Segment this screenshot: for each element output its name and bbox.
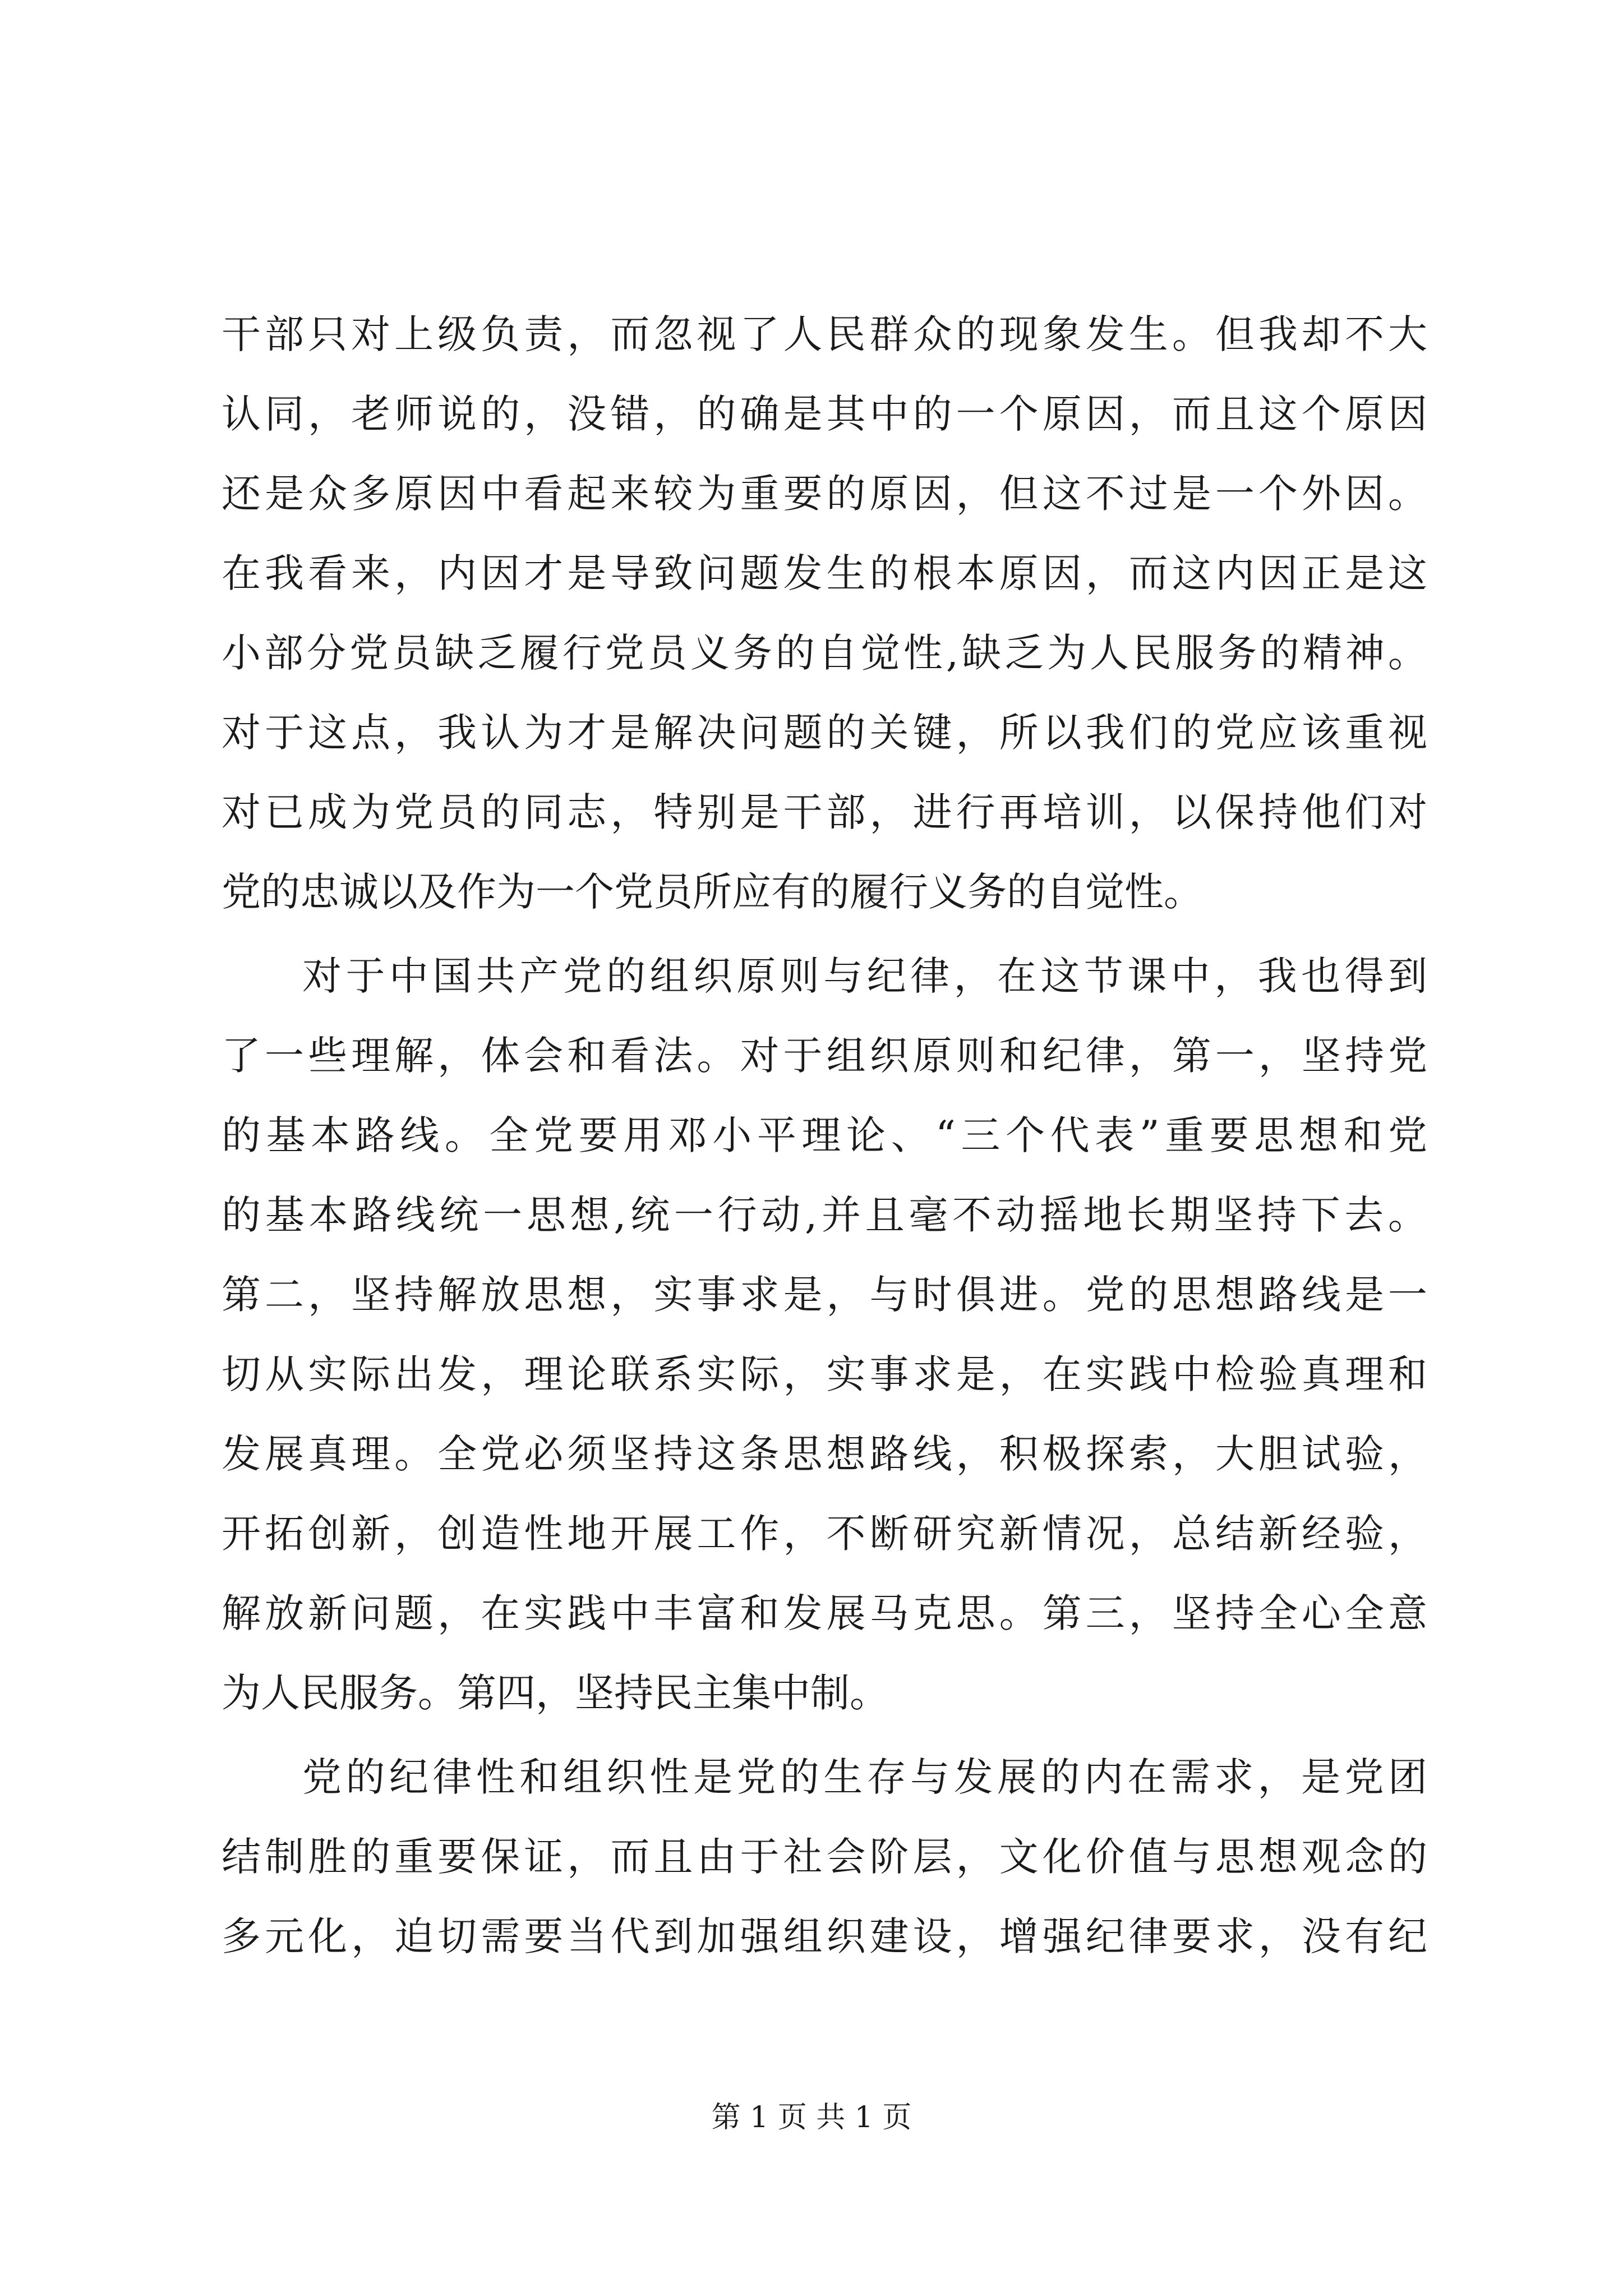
- text-line: 结制胜的重要保证，而且由于社会阶层，文化价值与思想观念的: [222, 1834, 1427, 1880]
- text-line: 的基本路线。全党要用邓小平理论、“三个代表”重要思想和党: [222, 1112, 1427, 1158]
- text-line: 了一些理解，体会和看法。对于组织原则和纪律，第一，坚持党: [222, 1033, 1427, 1079]
- document-body: [222, 295, 1427, 1976]
- paragraph-2: [222, 936, 1427, 1733]
- text-line: 对已成为党员的同志，特别是干部，进行再培训，以保持他们对: [222, 789, 1427, 835]
- paragraph-1: [222, 295, 1427, 932]
- page-footer: [0, 2098, 1623, 2137]
- text-line: 小部分党员缺乏履行党员义务的自觉性,缺乏为人民服务的精神。: [222, 630, 1427, 676]
- text-line: 在我看来，内因才是导致问题发生的根本原因，而这内因正是这: [222, 550, 1427, 596]
- text-line: 对于中国共产党的组织原则与纪律，在这节课中，我也得到: [302, 953, 1427, 999]
- text-line: 解放新问题，在实践中丰富和发展马克思。第三，坚持全心全意: [222, 1590, 1427, 1636]
- page-number-label: 第 1 页 共 1 页: [711, 2101, 912, 2134]
- text-line: 开拓创新，创造性地开展工作，不断研究新情况，总结新经验，: [222, 1511, 1427, 1557]
- text-line: 干部只对上级负责，而忽视了人民群众的现象发生。但我却不大: [222, 311, 1427, 357]
- text-line: 切从实际出发，理论联系实际，实事求是，在实践中检验真理和: [222, 1351, 1427, 1397]
- text-line: 多元化，迫切需要当代到加强组织建设，增强纪律要求，没有纪: [222, 1913, 1427, 1959]
- text-line: 对于这点，我认为才是解决问题的关键，所以我们的党应该重视: [222, 710, 1427, 756]
- text-line: 还是众多原因中看起来较为重要的原因，但这不过是一个外因。: [222, 471, 1427, 517]
- text-line: 的基本路线统一思想,统一行动,并且毫不动摇地长期坚持下去。: [222, 1192, 1427, 1238]
- text-line: 党的忠诚以及作为一个党员所应有的履行义务的自觉性。: [222, 869, 1203, 915]
- text-line: 发展真理。全党必须坚持这条思想路线，积极探索，大胆试验，: [222, 1431, 1427, 1477]
- text-line: 认同，老师说的，没错，的确是其中的一个原因，而且这个原因: [222, 391, 1427, 437]
- text-line: 第二，坚持解放思想，实事求是，与时俱进。党的思想路线是一: [222, 1272, 1427, 1318]
- paragraph-3: [222, 1737, 1427, 1976]
- text-line: 党的纪律性和组织性是党的生存与发展的内在需求，是党团: [302, 1754, 1427, 1800]
- text-line: 为人民服务。第四，坚持民主集中制。: [222, 1670, 889, 1716]
